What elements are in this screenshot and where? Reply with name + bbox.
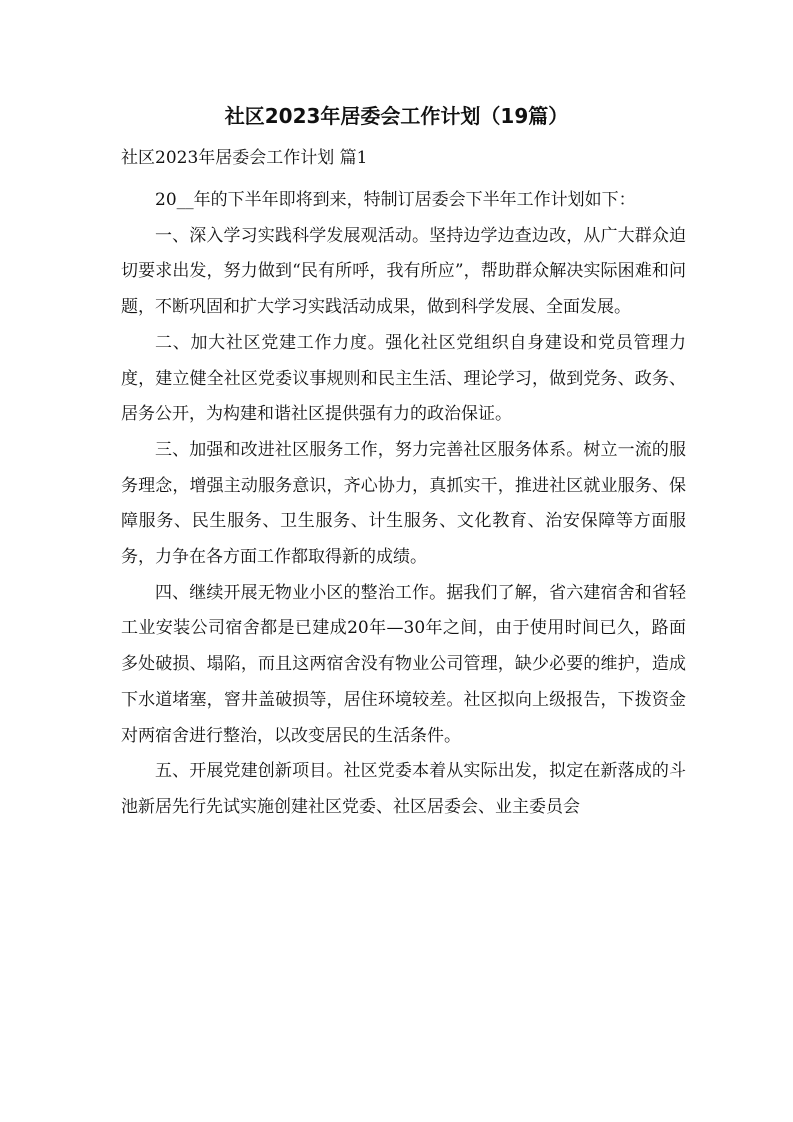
paragraph-3: 三、加强和改进社区服务工作，努力完善社区服务体系。树立一流的服务理念，增强主动服务意识，齐心协力，真抓实干，推进社区就业服务、保障服务、民生服务、卫生服务、计生服务、文化教育、治安保障等方面服务，力争在各方面工作都取得新的成绩。 (121, 439, 686, 568)
document-subtitle: 社区2023年居委会工作计划 篇1 (121, 148, 368, 168)
paragraph-2: 二、加大社区党建工作力度。强化社区党组织自身建设和党员管理力度，建立健全社区党委议事规则和民主生活、理论学习，做到党务、政务、居务公开，为构建和谐社区提供强有力的政治保证。 (121, 332, 686, 425)
document-body (121, 183, 686, 826)
paragraph-4: 四、继续开展无物业小区的整治工作。据我们了解，省六建宿舍和省轻工业安装公司宿舍都是已建成20年—30年之间，由于使用时间已久，路面多处破损、塌陷，而且这两宿舍没有物业公司管理，缺少必要的维护，造成下水道堵塞，窨井盖破损等，居住环境较差。社区拟向上级报告，下拨资金对两宿舍进行整治，以改变居民的生活条件。 (121, 582, 686, 746)
document-title: 社区2023年居委会工作计划（19篇） (224, 104, 569, 128)
paragraph-1: 一、深入学习实践科学发展观活动。坚持边学边查边改，从广大群众迫切要求出发，努力做到“民有所呼，我有所应”，帮助群众解决实际困难和问题，不断巩固和扩大学习实践活动成果，做到科学发展、全面发展。 (121, 225, 686, 318)
paragraph-intro: 20__年的下半年即将到来，特制订居委会下半年工作计划如下： (155, 190, 636, 210)
paragraph-5: 五、开展党建创新项目。社区党委本着从实际出发，拟定在新落成的斗池新居先行先试实施创建社区党委、社区居委会、业主委员会 (121, 761, 686, 817)
